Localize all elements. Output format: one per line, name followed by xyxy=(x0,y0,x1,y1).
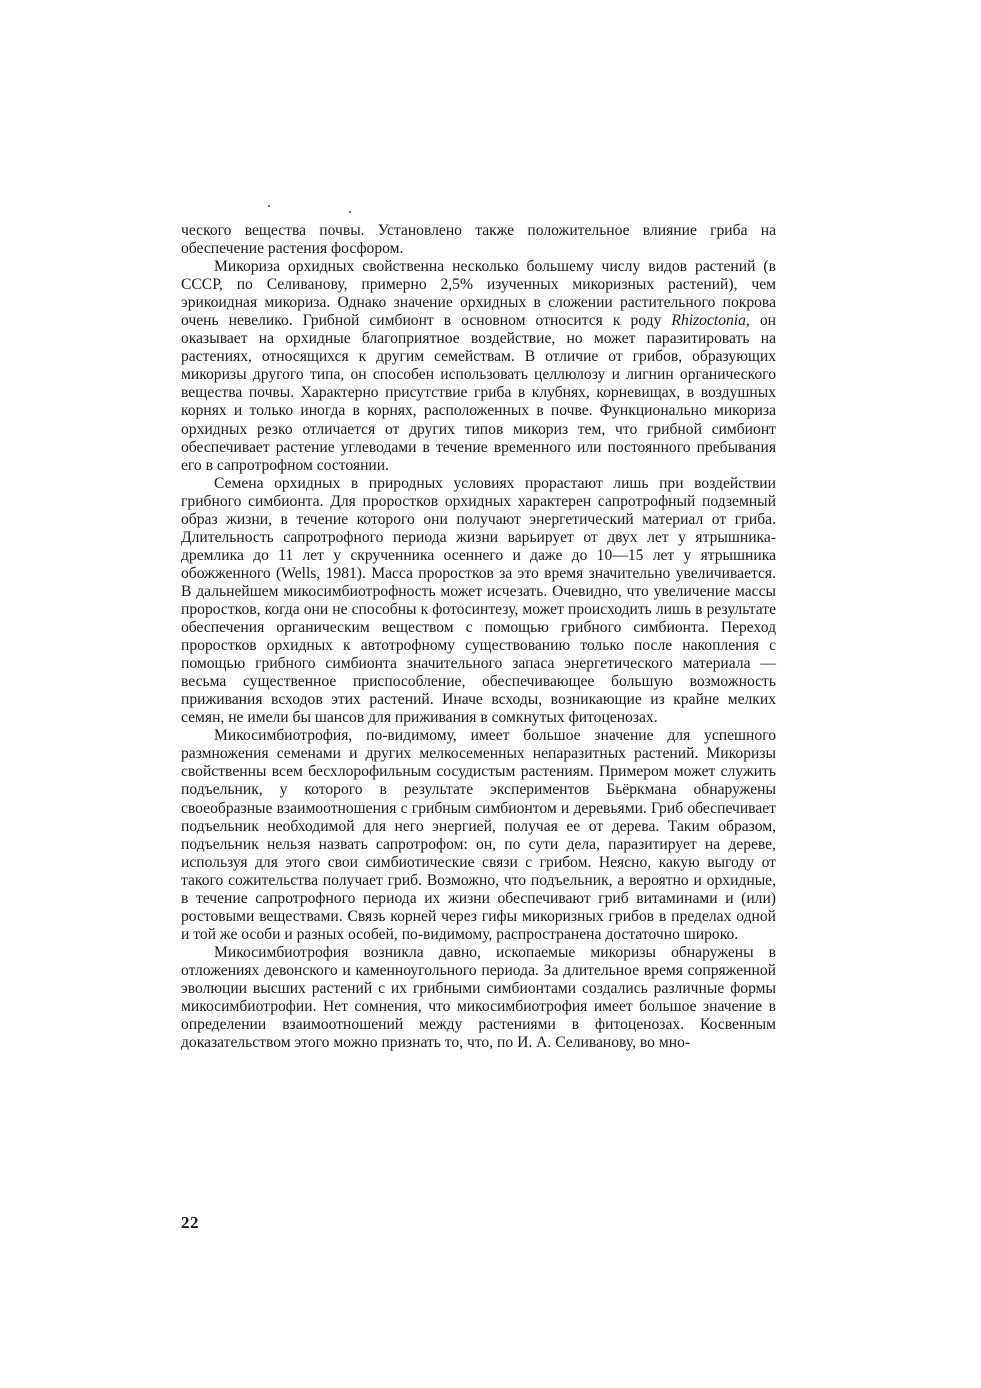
text-run: Микориза орхидных свойственна несколько большему числу видов растений (в СССР, по Селиванову, примерно 2,5% изученных микоризных растений), чем эрикоидная микориза. Однако значение орхидных в сложении растительного покрова очень невелико. Грибной симбионт в основном относится к роду xyxy=(181,258,776,330)
scan-speck xyxy=(268,205,270,207)
paragraph-p1 xyxy=(181,222,776,258)
scan-speck xyxy=(349,211,351,213)
page-number: 22 xyxy=(181,1213,199,1232)
paragraph-p5 xyxy=(181,944,776,1052)
text-run: Микосимбиотрофия, по-видимому, имеет большое значение для успешного размножения семенами и других мелкосеменных непаразитных растений. Микоризы свойственны всем бесхлорофильным сосудистым растениям. Примером может служить подъельник, у которого в результате экспериментов Бьёркмана обнаружены своеобразные взаимоотношения с грибным симбионтом и деревьями. Гриб обеспечивает подъельник необходимой для него энергией, получая ее от дерева. Таким образом, подъельник нельзя назвать сапротрофом: он, по сути дела, паразитирует на дереве, используя для этого свои симбиотические связи с грибом. Неясно, какую выгоду от такого сожительства получает гриб. Возможно, что подъельник, а вероятно и орхидные, в течение сапротрофного периода их жизни обеспечивают гриб витаминами и (или) ростовыми веществами. Связь корней через гифы микоризных грибов в пределах одной и той же особи и разных особей, по-видимому, распространена достаточно широко. xyxy=(181,727,776,943)
text-run: Микосимбиотрофия возникла давно, ископаемые микоризы обнаружены в отложениях девонского и каменноугольного периода. За длительное время сопряженной эволюции высших растений с их грибными симбионтами создались различные формы микосимбиотрофии. Нет сомнения, что микосимбиотрофия имеет большое значение в определении взаимоотношений между растениями в фитоценозах. Косвенным доказательством этого можно признать то, что, по И. А. Селиванову, во мно- xyxy=(181,943,776,1052)
text-run: Семена орхидных в природных условиях прорастают лишь при воздействии грибного симбионта. Для проростков орхидных характерен сапротрофный подземный образ жизни, в течение которого они получают энергетический материал от гриба. Длительность сапротрофного периода жизни варьирует от двух лет у ятрышника-дремлика до 11 лет у скрученника осеннего и даже до 10—15 лет у ятрышника обожженного (Wells, 1981). Масса проростков за это время значительно увеличивается. В дальнейшем микосимбиотрофность может исчезать. Очевидно, что увеличение массы проростков, когда они не способны к фотосинтезу, может происходить лишь в результате обеспечения органическим веществом с помощью грибного симбионта. Переход проростков орхидных к автотрофному существованию только после накопления с помощью грибного симбионта значительного запаса энергетического материала — весьма существенное приспособление, обеспечивающее большую возможность приживания всходов этих растений. Иначе всходы, возникающие из крайне мелких семян, не имели бы шансов для приживания в сомкнутых фитоценозах. xyxy=(181,474,776,727)
text-run: ческого вещества почвы. Установлено также положительное влияние гриба на обеспечение растения фосфором. xyxy=(181,222,776,258)
text-run: , он оказывает на орхидные благоприятное воздействие, но может паразитировать на растениях, относящихся к другим семействам. В отличие от грибов, образующих микоризы другого типа, он способен использовать целлюлозу и лигнин органического вещества почвы. Характерно присутствие гриба в клубнях, корневищах, в воздушных корнях и только иногда в корнях, расположенных в почве. Функционально микориза орхидных резко отличается от других типов микориз тем, что грибной симбионт обеспечивает растение углеводами в течение временного или постоянного пребывания его в сапротрофном состоянии. xyxy=(181,312,776,474)
paragraph-p2 xyxy=(181,258,776,475)
paragraph-p3 xyxy=(181,475,776,728)
body-text xyxy=(181,222,776,1052)
italic-term: Rhizoctonia xyxy=(671,312,746,330)
paragraph-p4 xyxy=(181,727,776,944)
